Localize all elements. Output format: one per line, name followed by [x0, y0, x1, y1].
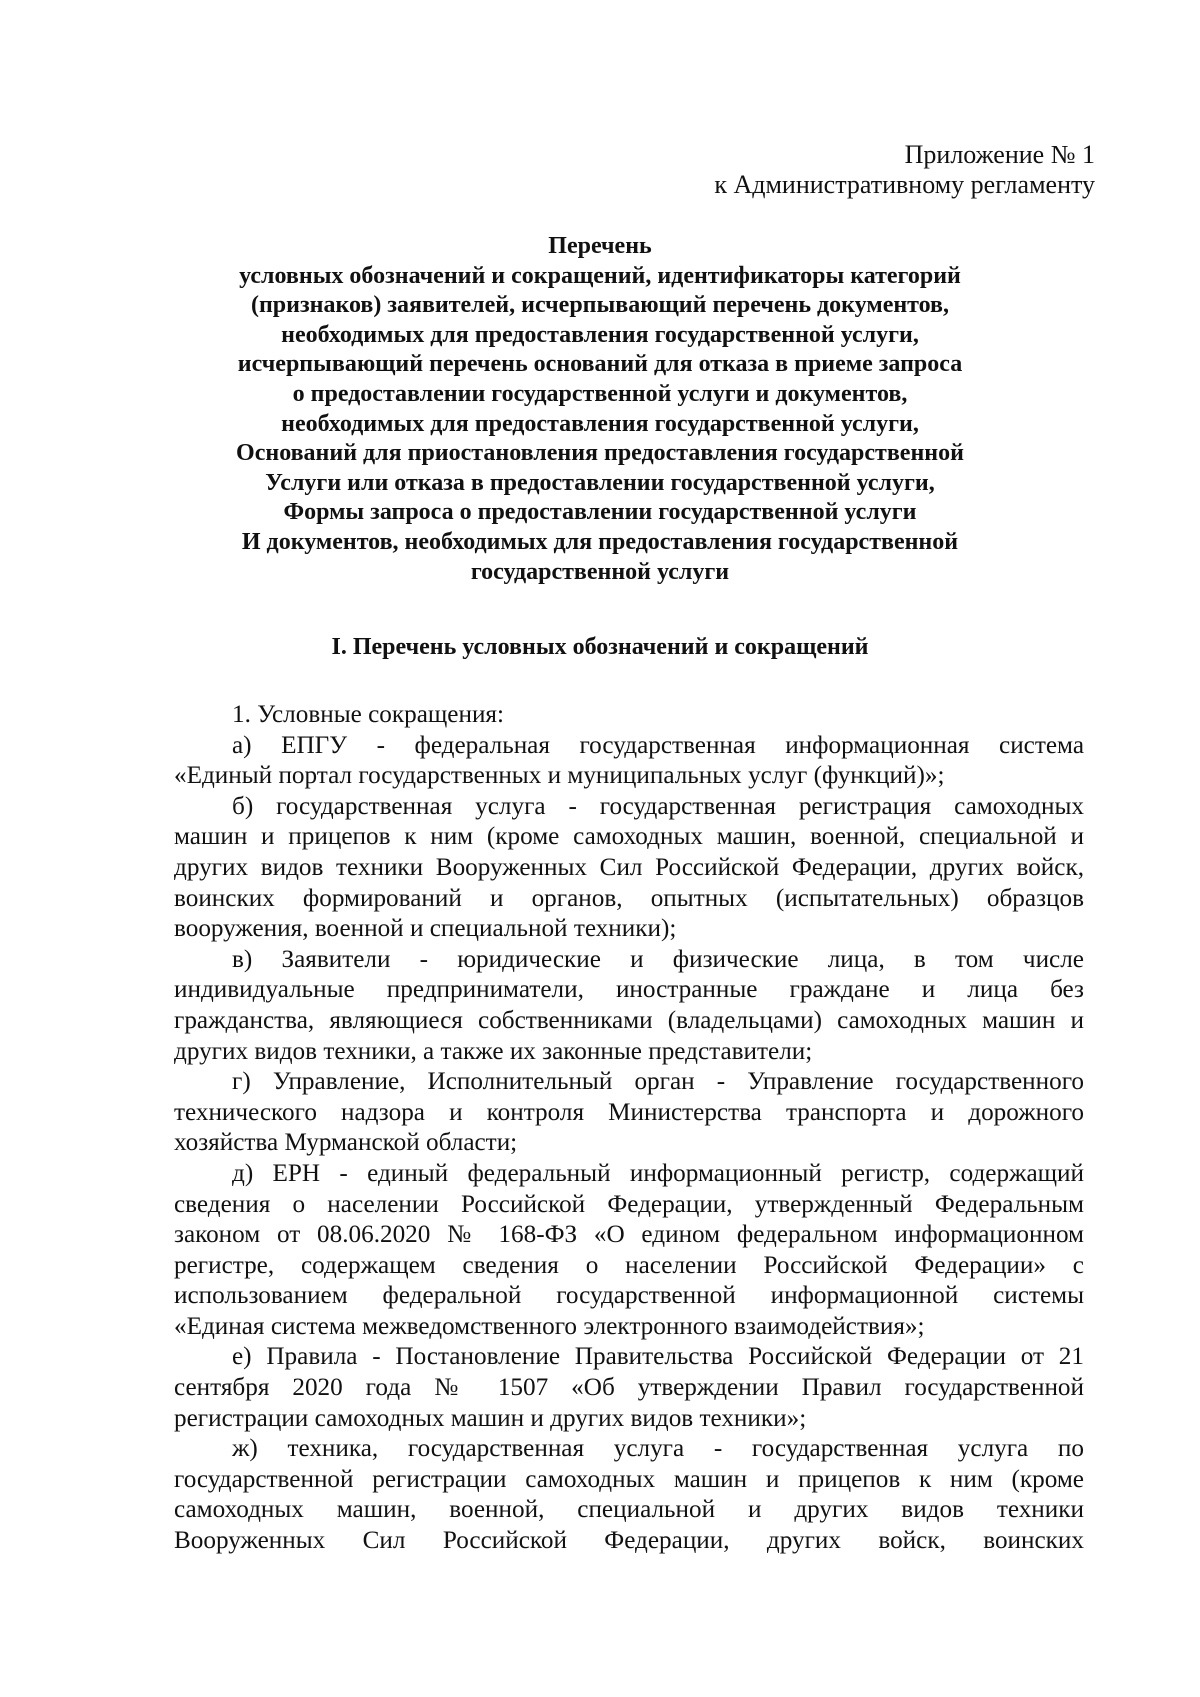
body-line: машин и прицепов к ним (кроме самоходных машин, военной, специальной и [174, 823, 1084, 851]
title-line: необходимых для предоставления государственной услуги, [281, 410, 919, 437]
title-line: государственной услуги [470, 558, 730, 585]
body-line-item-v: в) Заявители - юридические и физические лица, в том числе [232, 945, 1084, 973]
body-line: Вооруженных Сил Российской Федерации, других войск, воинских [174, 1527, 1084, 1555]
body-line-item-zh: ж) техника, государственная услуга - государственная услуга по [232, 1435, 1084, 1463]
body-line: самоходных машин, военной, специальной и других видов техники [174, 1496, 1084, 1524]
body-line: «Единый портал государственных и муниципальных услуг (функций)»; [174, 762, 945, 790]
title-line: Оснований для приостановления предоставления государственной [236, 440, 964, 467]
body-line-item-d: д) ЕРН - единый федеральный информационный регистр, содержащий [232, 1159, 1084, 1187]
body-line: индивидуальные предприниматели, иностранные граждане и лица без [174, 976, 1084, 1004]
body-line: законом от 08.06.2020 № 168-ФЗ «О едином федеральном информационном [174, 1221, 1084, 1249]
appendix-reference: к Административному регламенту [714, 170, 1095, 199]
body-line: гражданства, являющиеся собственниками (владельцами) самоходных машин и [174, 1006, 1084, 1034]
body-line: «Единая система межведомственного электронного взаимодействия»; [174, 1312, 925, 1340]
title-line: Формы запроса о предоставлении государственной услуги [283, 499, 917, 526]
body-line: государственной регистрации самоходных машин и прицепов к ним (кроме [174, 1465, 1084, 1493]
title-line: Перечень [548, 233, 652, 259]
body-line: использованием федеральной государственной информационной системы [174, 1282, 1084, 1310]
body-line: технического надзора и контроля Министерства транспорта и дорожного [174, 1098, 1084, 1126]
body-line-item-e: е) Правила - Постановление Правительства Российской Федерации от 21 [232, 1343, 1084, 1371]
body-line: других видов техники, а также их законные представители; [174, 1037, 813, 1065]
body-line: сведения о населении Российской Федерации, утвержденный Федеральным [174, 1190, 1084, 1218]
section-heading: I. Перечень условных обозначений и сокращений [331, 634, 869, 660]
body-line-item-b: б) государственная услуга - государственная регистрация самоходных [232, 792, 1084, 820]
body-text [174, 700, 1084, 1557]
body-line-item-a: а) ЕПГУ - федеральная государственная информационная система [232, 731, 1084, 759]
title-line: (признаков) заявителей, исчерпывающий перечень документов, [250, 292, 950, 319]
title-line: исчерпывающий перечень оснований для отказа в приеме запроса [237, 351, 963, 378]
body-line: вооружения, военной и специальной техники); [174, 915, 677, 943]
title-line: о предоставлении государственной услуги и документов, [292, 380, 908, 407]
body-line: регистре, содержащем сведения о населении Российской Федерации» с [174, 1251, 1084, 1279]
title-line: необходимых для предоставления государственной услуги, [281, 321, 919, 348]
appendix-header [714, 140, 1095, 200]
document-title [120, 232, 1080, 587]
title-line: И документов, необходимых для предоставления государственной [241, 528, 959, 555]
body-line: сентября 2020 года № 1507 «Об утверждении Правил государственной [174, 1374, 1084, 1402]
title-line: Услуги или отказа в предоставлении государственной услуги, [265, 469, 935, 496]
title-line: условных обозначений и сокращений, идентификаторы категорий [239, 262, 961, 289]
body-line-item-g: г) Управление, Исполнительный орган - Управление государственного [232, 1068, 1084, 1096]
body-line: регистрации самоходных машин и других видов техники»; [174, 1404, 807, 1432]
body-line: воинских формирований и органов, опытных (испытательных) образцов [174, 884, 1084, 912]
body-line: других видов техники Вооруженных Сил Российской Федерации, других войск, [174, 853, 1084, 881]
appendix-number: Приложение № 1 [904, 140, 1095, 169]
body-line-item-1: 1. Условные сокращения: [232, 701, 505, 728]
body-line: хозяйства Мурманской области; [174, 1129, 518, 1157]
